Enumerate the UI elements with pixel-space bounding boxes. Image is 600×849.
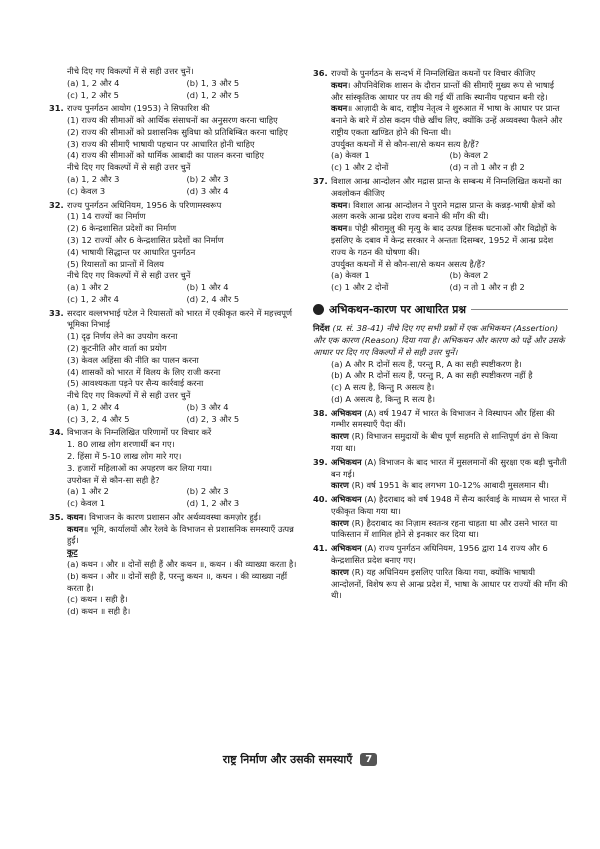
q32-options	[49, 282, 306, 306]
option: (c) केवल 1	[67, 498, 106, 509]
assertion-label: अभिकथन	[331, 494, 362, 505]
statement-text: ॥ पोट्टी श्रीरामुलु की मृत्यु के बाद उत्पन्न हिंसक घटनाओं और विद्रोहों के इसलिए के दबाव में केन्द्र सरकार ने अन्ततः दिसम्बर, 1952 में आन्ध्र प्रदेश राज्य के गठन की घोषणा की।	[331, 223, 557, 257]
option: (b) 3 और 4	[186, 401, 229, 412]
option: (b) 2 और 3	[186, 174, 229, 185]
option: (d) 1, 2 और 3	[186, 498, 240, 509]
question-stem: विशाल आन्ध्र आन्दोलन और मद्रास प्रान्त के सम्बन्ध में निम्नलिखित कथनों का अवलोकन कीजिए	[331, 176, 562, 198]
option: (d) 1, 2 और 5	[186, 89, 240, 100]
option: (a) कथन । और ॥ दोनों सही हैं और कथन ॥, कथन । की व्याख्या करता है।	[67, 559, 297, 570]
reason-text: (R) यह अधिनियम इसलिए पारित किया गया, क्योंकि भाषायी आन्दोलनों, विशेष रूप से आन्ध्र प्रदेश में, भाषा के आधार पर राज्यों की माँग की थी।	[331, 566, 568, 601]
question-number: 41.	[313, 543, 328, 554]
option: (d) 2, 3 और 5	[186, 413, 240, 424]
directions-text: (प्र. सं. 38-41) नीचे दिए गए सभी प्रश्नों में एक अभिकथन (Assertion) और एक कारण (Reason) दिया गया है। अभिकथन और कारण को पढ़ें और उसके आधार पर दिए गए विकल्पों में से सही उत्तर चुनें।	[313, 323, 565, 357]
question-number: 40.	[313, 494, 328, 505]
question-stem: राज्यों के पुनर्गठन के सन्दर्भ में निम्नलिखित कथनों पर विचार कीजिए	[331, 68, 536, 78]
statement-text: । विशाल आन्ध्र आन्दोलन ने पुराने मद्रास प्रान्त के कन्नड़-भाषी क्षेत्रों को अलग करके आन्ध्र प्रदेश राज्य बनाने की माँग की थी।	[331, 199, 556, 222]
q36-options	[313, 150, 568, 174]
question-31	[49, 103, 306, 115]
statement-1	[331, 200, 568, 224]
list-item: (2) राज्य की सीमाओं को प्रशासनिक सुविधा को प्रतिबिम्बित करना चाहिए	[67, 126, 288, 137]
q31-options	[49, 174, 306, 198]
list-item: (3) राज्य की सीमाएँ भाषायी पहचान पर आधारित होनी चाहिए	[67, 138, 255, 149]
option: (b) केवल 2	[449, 270, 489, 281]
question-prompt: उपर्युक्त कथनों में से कौन-सा/से कथन सत्य है/हैं?	[331, 138, 480, 149]
question-37	[313, 176, 568, 200]
statement-text: ॥ भूमि, कार्यालयों और रेलवे के विभाजन से प्रशासनिक समस्याएँ उत्पन्न हुईं।	[67, 523, 294, 546]
option: (c) 1 और 2 दोनों	[331, 162, 389, 173]
question-40	[313, 494, 568, 518]
assertion-text: (A) वर्ष 1947 में भारत के विभाजन ने विस्थापन और हिंसा की गम्भीर समस्याएँ पैदा कीं।	[331, 407, 555, 430]
assertion-text: (A) राज्य पुनर्गठन अधिनियम, 1956 द्वारा 14 राज्य और 6 केन्द्रशासित प्रदेश बनाए गए।	[331, 543, 548, 566]
question-prompt: उपर्युक्त कथनों में से कौन-सा/से कथन असत्य है/हैं?	[331, 258, 486, 269]
statement-1	[331, 80, 568, 104]
assertion-text: (A) विभाजन के बाद भारत में मुसलमानों की सुरक्षा एक बड़ी चुनौती बन गई।	[331, 456, 567, 479]
option: (c) 1 और 2 दोनों	[331, 282, 389, 293]
list-item: (2) 6 केन्द्रशासित प्रदेशों का निर्माण	[67, 223, 177, 234]
option: (d) कथन ॥ सही है।	[67, 606, 131, 617]
question-number: 37.	[313, 176, 328, 187]
list-item: (4) भाषायी सिद्धान्त पर आधारित पुनर्गठन	[67, 246, 196, 257]
list-item: (3) केवल अहिंसा की नीति का पालन करना	[67, 354, 199, 365]
question-41	[313, 543, 568, 567]
option: (c) केवल 3	[67, 185, 106, 196]
option: (a) 1, 2 और 3	[67, 174, 120, 185]
assertion-label: अभिकथन	[331, 543, 362, 554]
question-stem: राज्य पुनर्गठन अधिनियम, 1956 के परिणामस्वरूप	[67, 199, 222, 210]
option: (c) 1, 2 और 5	[67, 89, 119, 100]
statement-2	[49, 524, 306, 548]
option: (b) कथन । और ॥ दोनों सही हैं, परन्तु कथन ॥, कथन । की व्याख्या नहीं करता है।	[67, 570, 288, 593]
statement-label: कथन	[331, 103, 348, 114]
option: (a) 1 और 2	[67, 282, 109, 293]
question-stem	[67, 512, 306, 524]
q37-options	[313, 270, 568, 294]
option: (b) 2 और 3	[186, 486, 229, 497]
option: (b) A और R दोनों सत्य हैं, परन्तु R, A का सही स्पष्टीकरण नहीं है	[331, 370, 533, 381]
question-stem: सरदार वल्लभभाई पटेल ने रियासतों को भारत में एकीकृत करने में महत्त्वपूर्ण भूमिका निभाई	[67, 307, 292, 330]
question-number: 38.	[313, 407, 328, 418]
list-item: 3. हजारों महिलाओं का अपहरण कर लिया गया।	[67, 462, 213, 473]
question-number: 35.	[49, 511, 64, 522]
reason-text: (R) हैदराबाद का निज़ाम स्वतन्त्र रहना चाहता था और उसने भारत या पाकिस्तान में शामिल होने से इनकार कर दिया था।	[331, 517, 558, 540]
question-35	[49, 512, 306, 524]
question-39	[313, 457, 568, 481]
directions	[313, 323, 568, 358]
statement-text: । औपनिवेशिक शासन के दौरान प्रान्तों की सीमाएँ मुख्य रूप से भाषाई और सांस्कृतिक आधार पर तय की गई थीं ताकि स्थानीय पहचान बनी रहे।	[331, 79, 554, 102]
option: (a) 1, 2 और 4	[67, 77, 120, 88]
option: (a) केवल 1	[331, 270, 370, 281]
section-title: अभिकथन-कारण पर आधारित प्रश्न	[329, 302, 467, 316]
list-item: 1. 80 लाख लोग शरणार्थी बन गए।	[67, 439, 175, 450]
list-item: (4) शासकों को भारत में विलय के लिए राजी करना	[67, 366, 221, 377]
question-38	[313, 408, 568, 432]
question-prompt: नीचे दिए गए विकल्पों में से सही उत्तर चुनें	[67, 390, 191, 401]
question-number: 36.	[313, 68, 328, 78]
reason-label: कारण	[331, 566, 349, 577]
list-item: 2. हिंसा में 5-10 लाख लोग मारे गए।	[67, 451, 182, 461]
option: (d) 3 और 4	[186, 185, 229, 196]
list-item: (1) 14 राज्यों का निर्माण	[67, 211, 146, 222]
question-number: 34.	[49, 427, 64, 438]
q30-options	[49, 78, 306, 102]
statement-text: ॥ आज़ादी के बाद, राष्ट्रीय नेतृत्व ने शुरुआत में भाषा के आधार पर प्रान्त बनाने के बारे में ठोस कदम पीछे खींच लिए, क्योंकि उन्हें अव्यवस्था फैलने और राष्ट्रीय एकता खण्डित होने की चिन्ता थी।	[331, 103, 563, 137]
option: (d) न तो 1 और न ही 2	[449, 162, 525, 173]
question-prompt: नीचे दिए गए विकल्पों में से सही उत्तर चुनें	[67, 162, 191, 173]
option: (b) 1 और 4	[186, 282, 229, 293]
question-number: 32.	[49, 199, 64, 210]
question-stem: राज्य पुनर्गठन आयोग (1953) ने सिफारिश की	[67, 103, 210, 114]
chapter-title: राष्ट्र निर्माण और उसकी समस्याएँ	[222, 753, 353, 766]
question-34	[49, 427, 306, 439]
left-column	[49, 66, 306, 618]
reason-label: कारण	[331, 431, 349, 442]
assertion-label: अभिकथन	[331, 407, 362, 418]
option: (b) केवल 2	[449, 150, 489, 161]
statement-label: कथन	[67, 523, 84, 534]
list-item: (2) कूटनीति और वार्ता का प्रयोग	[67, 342, 167, 353]
statement-2	[331, 223, 568, 258]
option: (d) न तो 1 और न ही 2	[449, 282, 525, 293]
directions-label: निर्देश	[313, 323, 330, 334]
statement-label: कथन	[331, 79, 348, 90]
page-number: 7	[360, 753, 377, 766]
option: (c) 3, 2, 4 और 5	[67, 413, 130, 424]
divider	[471, 309, 568, 310]
question-prompt: उपरोक्त में से कौन-सा सही है?	[67, 474, 160, 485]
option: (d) A असत्य है, किन्तु R सत्य है।	[331, 393, 436, 404]
option: (a) 1 और 2	[67, 486, 109, 497]
option: (c) A सत्य है, किन्तु R असत्य है।	[331, 382, 435, 393]
option: (b) 1, 3 और 5	[186, 77, 240, 88]
q33-options	[49, 402, 306, 426]
option: (c) कथन । सही है।	[67, 594, 128, 605]
assertion-label: अभिकथन	[331, 456, 362, 467]
list-item: (4) राज्य की सीमाओं को धार्मिक आबादी का पालन करना चाहिए	[67, 150, 264, 161]
code-heading: कूट	[67, 547, 78, 558]
option: (c) 1, 2 और 4	[67, 293, 119, 304]
question-33	[49, 308, 306, 332]
reason-label: कारण	[331, 480, 349, 491]
reason-text: (R) वर्ष 1951 के बाद लगभग 10-12% आबादी मुसलमान थी।	[351, 480, 549, 491]
reason-text: (R) विभाजन समुदायों के बीच पूर्ण सहमति से शान्तिपूर्ण ढंग से किया गया था।	[331, 431, 558, 453]
q30-prompt: नीचे दिए गए विकल्पों में से सही उत्तर चुनें।	[67, 66, 194, 76]
list-item: (3) 12 राज्यों और 6 केन्द्रशासित प्रदेशों का निर्माण	[67, 234, 224, 245]
question-prompt: नीचे दिए गए विकल्पों में से सही उत्तर चुनें	[67, 270, 191, 281]
option: (a) केवल 1	[331, 150, 370, 161]
bullet-circle-icon	[313, 304, 324, 315]
statement-label: कथन	[331, 223, 348, 234]
option: (a) 1, 2 और 4	[67, 401, 120, 412]
question-stem: विभाजन के निम्नलिखित परिणामों पर विचार करें	[67, 427, 212, 438]
page-footer	[0, 752, 600, 767]
list-item: (5) आवश्यकता पड़ने पर सैन्य कार्रवाई करना	[67, 378, 204, 389]
option: (d) 2, 4 और 5	[186, 293, 240, 304]
question-number: 33.	[49, 307, 64, 318]
list-item: (1) राज्य की सीमाओं को आर्थिक संसाधनों का अनुसरण करना चाहिए	[67, 115, 278, 126]
question-36	[313, 68, 568, 80]
right-column	[313, 66, 568, 602]
statement-text: । विभाजन के कारण प्रशासन और अर्थव्यवस्था कमज़ोर हुई।	[83, 511, 261, 522]
statement-label: कथन	[331, 199, 348, 210]
question-number: 31.	[49, 103, 64, 114]
list-item: (5) रियासतों का प्रान्तों में विलय	[67, 258, 164, 269]
q34-options	[49, 486, 306, 510]
question-number: 39.	[313, 456, 328, 467]
option: (a) A और R दोनों सत्य हैं, परन्तु R, A का सही स्पष्टीकरण है।	[331, 358, 522, 369]
reason-label: कारण	[331, 517, 349, 528]
statement-label: कथन	[67, 511, 84, 522]
assertion-text: (A) हैदराबाद को वर्ष 1948 में सैन्य कार्रवाई के माध्यम से भारत में एकीकृत किया गया था।	[331, 494, 567, 516]
section-header	[313, 302, 568, 317]
list-item: (1) दृढ़ निर्णय लेने का उपयोग करना	[67, 331, 178, 342]
statement-2	[331, 103, 568, 138]
question-32	[49, 200, 306, 212]
